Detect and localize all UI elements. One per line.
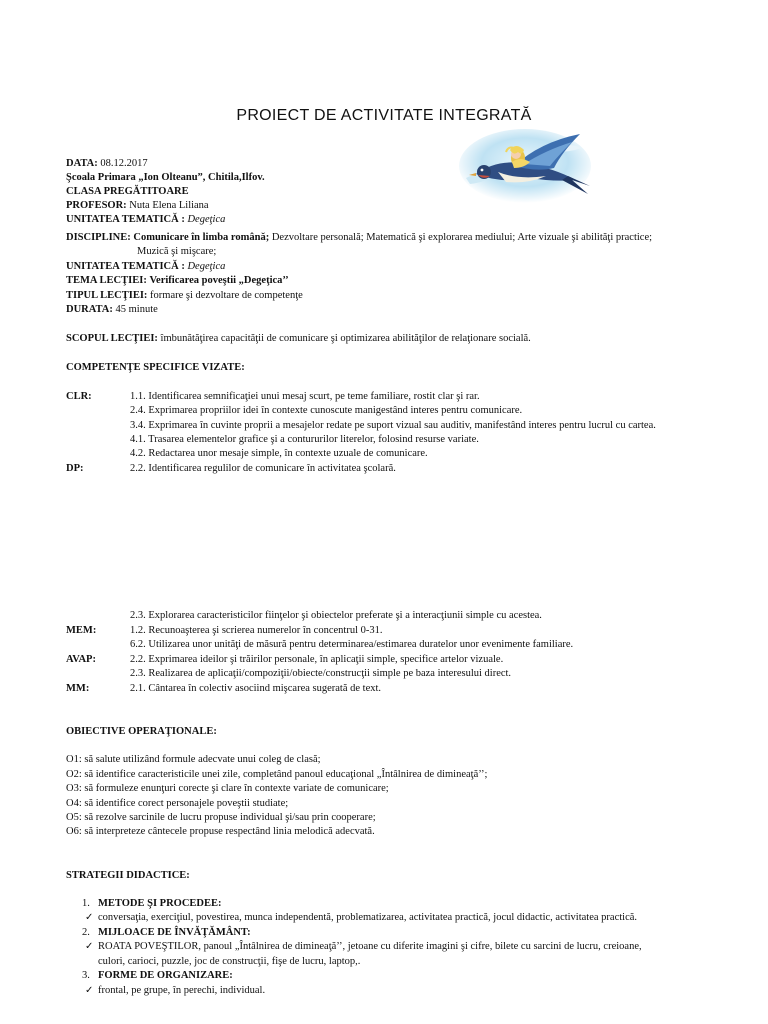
competence-item: 2.3. Realizarea de aplicaţii/compoziţii/obiecte/construcţii simple pe baza interesului direct. <box>130 668 512 679</box>
date-label: DATA: <box>66 158 98 169</box>
lesson-theme-value: Verificarea poveştii „Degeţica’’ <box>149 275 289 286</box>
strategies-heading: STRATEGII DIDACTICE: <box>66 870 190 881</box>
section-number: 2. <box>82 927 90 938</box>
competence-item: 2.1. Cântarea în colectiv asociind mişcarea sugerată de text. <box>130 683 382 694</box>
lesson-theme-label: TEMA LECŢIEI: <box>66 275 147 286</box>
section-line: ROATA POVEŞTILOR, panoul „Întâlnirea de dimineaţă’’, jetoane cu diferite imagini şi cifre, bilete cu sarcini de lucru, creioane, <box>98 941 642 952</box>
section-line: culori, carioci, puzzle, joc de construcţii, fişe de lucru, laptop,. <box>98 956 361 967</box>
lesson-theme-line <box>66 274 289 287</box>
objective-item: O3: să formuleze enunţuri corecte şi clare în contexte variate de comunicare; <box>66 783 389 794</box>
competence-item: 2.3. Explorarea caracteristicilor fiinţelor şi obiectelor preferate şi a interacţiunii simple cu acestea. <box>130 610 542 621</box>
competence-area-label: DP: <box>66 463 84 474</box>
scope-label: SCOPUL LECŢIEI: <box>66 333 158 344</box>
document-title: PROIECT DE ACTIVITATE INTEGRATĂ <box>236 107 532 124</box>
objective-item: O4: să identifice corect personajele poveştii studiate; <box>66 798 289 809</box>
teacher-value: Nuta Elena Liliana <box>129 200 209 211</box>
scope-text: îmbunătăţirea capacităţii de comunicare şi optimizarea abilităţilor de relaţionare socială. <box>160 333 531 344</box>
disciplines-main: Comunicare în limba română; <box>133 232 270 243</box>
section-number: 1. <box>82 898 90 909</box>
section-title: FORME DE ORGANIZARE: <box>98 970 233 981</box>
disciplines-rest: Dezvoltare personală; Matematică şi explorarea mediului; Arte vizuale şi abilităţi practice; <box>271 232 653 243</box>
theme-unit-line <box>66 213 225 226</box>
teacher-line <box>66 199 209 212</box>
competence-item: 3.4. Exprimarea în cuvinte proprii a mesajelor redate pe suport vizual sau auditiv, manifestând interes pentru lucrul cu cartea. <box>130 420 656 431</box>
competence-area-label: CLR: <box>66 391 92 402</box>
objective-item: O6: să interpreteze cântecele propuse respectând linia melodică adecvată. <box>66 826 375 837</box>
theme-unit-label-2: UNITATEA TEMATICĂ : <box>66 261 185 272</box>
objective-item: O1: să salute utilizând formule adecvate unui coleg de clasă; <box>66 754 321 765</box>
theme-unit-value: Degeţica <box>187 214 226 225</box>
section-number: 3. <box>82 970 90 981</box>
disciplines-line <box>66 231 652 244</box>
theme-unit-line-2 <box>66 260 225 273</box>
competences-heading: COMPETENŢE SPECIFICE VIZATE: <box>66 362 245 373</box>
competence-item: 4.2. Redactarea unor mesaje simple, în contexte uzuale de comunicare. <box>130 448 428 459</box>
class-name: CLASA PREGĂTITOARE <box>66 186 189 197</box>
section-title: MIJLOACE DE ÎNVĂŢĂMÂNT: <box>98 927 251 938</box>
lesson-type-label: TIPUL LECŢIEI: <box>66 290 148 301</box>
school-name: Şcoala Primara „Ion Olteanu”, Chitila,Ilfov. <box>66 172 265 183</box>
competence-item: 2.2. Identificarea regulilor de comunicare în activitatea şcolară. <box>130 463 396 474</box>
checkmark-icon: ✓ <box>85 941 94 952</box>
section-line: conversaţia, exerciţiul, povestirea, munca independentă, problematizarea, activitatea practică, jocul didactic, activitatea practică. <box>98 912 638 923</box>
disciplines-label: DISCIPLINE: <box>66 232 131 243</box>
teacher-label: PROFESOR: <box>66 200 127 211</box>
competence-area-label: AVAP: <box>66 654 96 665</box>
duration-line <box>66 303 158 316</box>
objectives-heading: OBIECTIVE OPERAŢIONALE: <box>66 726 217 737</box>
lesson-type-value: formare şi dezvoltare de competenţe <box>150 290 303 301</box>
competence-item: 1.2. Recunoaşterea şi scrierea numerelor în concentrul 0-31. <box>130 625 383 636</box>
date-line <box>66 157 148 170</box>
section-title: METODE ŞI PROCEDEE: <box>98 898 222 909</box>
objective-item: O5: să rezolve sarcinile de lucru propuse individual şi/sau prin cooperare; <box>66 812 376 823</box>
fairy-tale-illustration <box>458 128 592 204</box>
duration-value: 45 minute <box>115 304 158 315</box>
scope-line <box>66 332 531 345</box>
duration-label: DURATA: <box>66 304 113 315</box>
competence-item: 1.1. Identificarea semnificaţiei unui mesaj scurt, pe teme familiare, rostit clar şi rar. <box>130 391 480 402</box>
competence-item: 2.4. Exprimarea propriilor idei în contexte cunoscute manigestând interes pentru comunicare. <box>130 405 523 416</box>
date-value: 08.12.2017 <box>100 158 148 169</box>
section-line: frontal, pe grupe, în perechi, individual. <box>98 985 266 996</box>
competence-item: 6.2. Utilizarea unor unităţi de măsură pentru determinarea/estimarea duratelor unor evenimente familiare. <box>130 639 574 650</box>
checkmark-icon: ✓ <box>85 985 94 996</box>
lesson-type-line <box>66 289 303 302</box>
competence-item: 4.1. Trasarea elementelor grafice şi a contururilor literelor, folosind resurse variate. <box>130 434 479 445</box>
theme-unit-label: UNITATEA TEMATICĂ : <box>66 214 185 225</box>
theme-unit-value-2: Degeţica <box>187 261 226 272</box>
disciplines-continued: Muzică şi mişcare; <box>137 246 217 257</box>
competence-area-label: MEM: <box>66 625 97 636</box>
competence-area-label: MM: <box>66 683 90 694</box>
competence-item: 2.2. Exprimarea ideilor şi trăirilor personale, în aplicaţii simple, specifice artelor vizuale. <box>130 654 504 665</box>
checkmark-icon: ✓ <box>85 912 94 923</box>
objective-item: O2: să identifice caracteristicile unei zile, completând panoul educaţional „Întâlnirea de dimineaţă’’; <box>66 769 488 780</box>
